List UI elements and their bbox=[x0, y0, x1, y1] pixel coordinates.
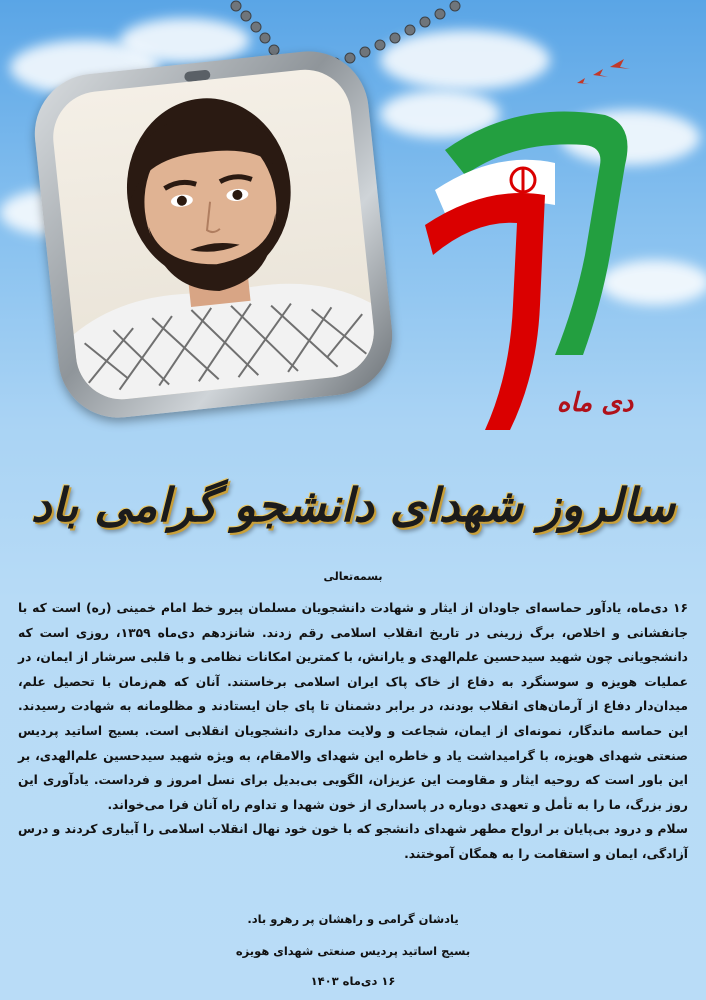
main-title bbox=[20, 448, 686, 576]
paragraph-2: سلام و درود بی‌پایان بر ارواح مطهر شهدای دانشجو که با خون خود نهال انقلاب اسلامی را آبیاری کردند و درس آزادگی، ایمان و استقامت را به همگان آموختند. bbox=[18, 822, 688, 861]
closing-line-1: یادشان گرامی و راهشان پر رهرو باد. bbox=[247, 912, 459, 926]
closing-date: ۱۶ دی‌ماه ۱۴۰۳ bbox=[310, 974, 396, 988]
paragraph-1: ۱۶ دی‌ماه، یادآور حماسه‌ای جاودان از ایثار و شهادت دانشجویان مسلمان پیرو خط امام خمینی (ره) است که با جانفشانی و اخلاص، برگ زرینی در تاریخ انقلاب اسلامی رقم زدند. شانزدهم دی‌ماه ۱۳۵۹، روزی است که دانشجویانی چون شهید سیدحسین علم‌الهدی و یارانش، با کمترین امکانات نظامی و با قلبی سرشار از ایمان، در عملیات هویزه و سوسنگرد به دفاع از خاک پاک ایران اسلامی برخاستند. آنان که هم‌زمان با تحصیل علم، میدان‌دار دفاع از آرمان‌های انقلاب بودند، در برابر دشمنان تا پای جان ایستادند و مظلومانه به شهادت رسیدند. این حماسه ماندگار، نمونه‌ای از ایمان، شجاعت و ولایت مداری دانشجویان انقلابی است. بسیج اساتید پردیس صنعتی شهدای هویزه، با گرامیداشت یاد و خاطره این شهدای والامقام، به ویژه شهید سیدحسین علم‌الهدی، بر این باور است که روحیه ایثار و مقاومت این عزیزان، الگویی بی‌بدیل برای نسل امروز و فرداست. یادآوری این روز بزرگ، ما را به تأمل و تعهدی دوباره در پاسداری از خون شهدا و تداوم راه آنان فرا می‌خواند. bbox=[18, 601, 688, 812]
bismillah: بسمه‌تعالی bbox=[323, 570, 383, 583]
emblem-text: دی ماه bbox=[556, 388, 634, 418]
statement-body bbox=[18, 596, 688, 867]
main-title-text: سالروز شهدای دانشجو گرامی باد bbox=[30, 478, 676, 532]
dog-tag bbox=[29, 45, 398, 423]
birds-icon bbox=[577, 59, 630, 84]
emblem-number bbox=[430, 110, 650, 380]
closing-signature: بسیج اساتید پردیس صنعتی شهدای هویزه bbox=[235, 944, 471, 958]
martyr-portrait bbox=[49, 65, 379, 404]
